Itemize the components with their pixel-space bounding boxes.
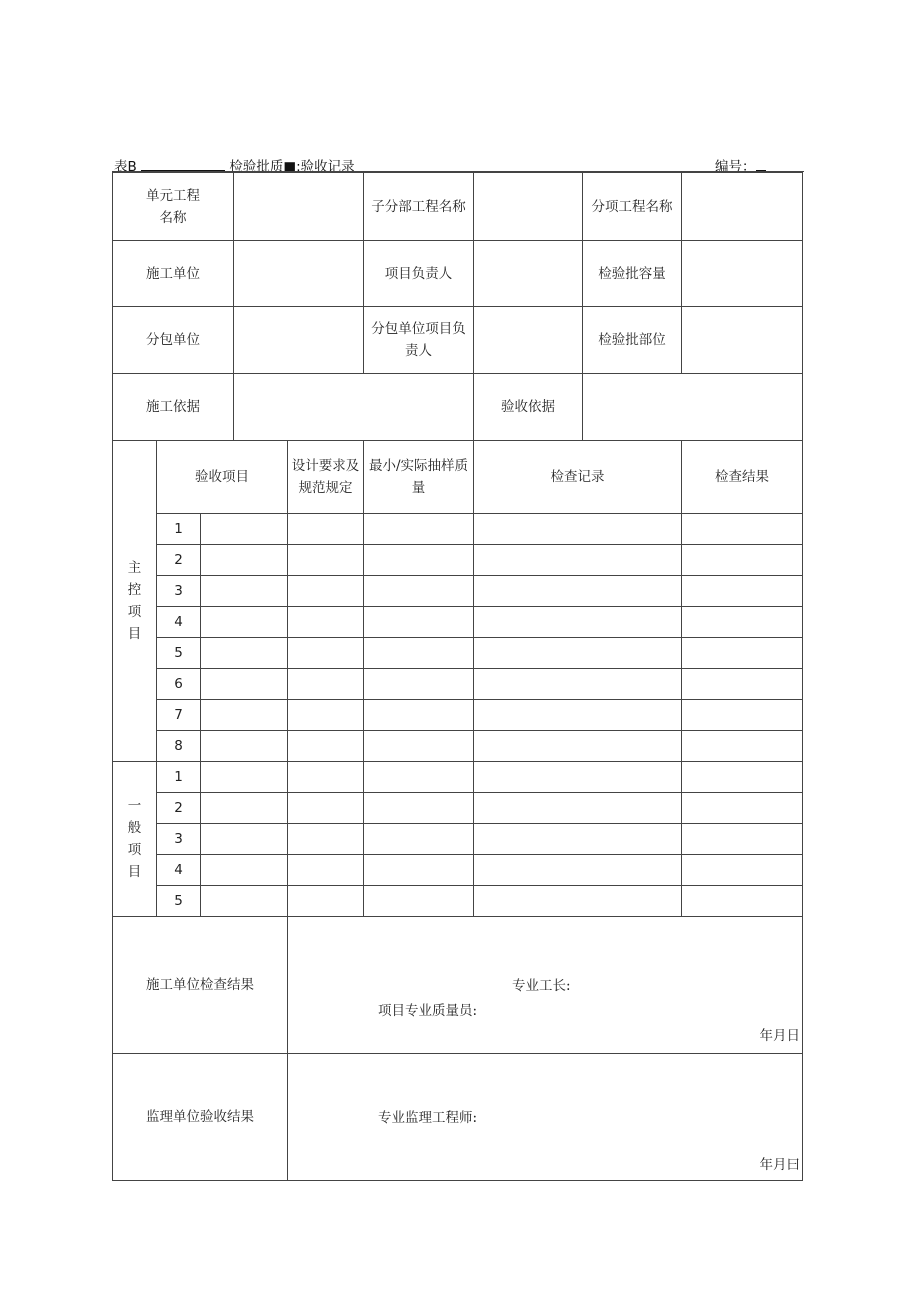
- supervision-date-label: 年月曰: [759, 1157, 800, 1173]
- table-row: [113, 669, 803, 700]
- construction-basis-label: 施工依据: [113, 374, 234, 441]
- item-cell[interactable]: [201, 762, 288, 793]
- item-cell[interactable]: [201, 824, 288, 855]
- table-row: [113, 545, 803, 576]
- design-cell[interactable]: [288, 638, 364, 669]
- project-leader-field[interactable]: [474, 241, 583, 307]
- table-row: [113, 793, 803, 824]
- design-cell[interactable]: [288, 669, 364, 700]
- record-cell[interactable]: [474, 607, 682, 638]
- design-cell[interactable]: [288, 762, 364, 793]
- sub-item-name-field[interactable]: [682, 173, 803, 241]
- info-row-3: [113, 307, 803, 374]
- unit-project-name-field[interactable]: [234, 173, 364, 241]
- result-cell[interactable]: [682, 638, 803, 669]
- design-cell[interactable]: [288, 576, 364, 607]
- item-cell[interactable]: [201, 607, 288, 638]
- table-row: [113, 731, 803, 762]
- result-cell[interactable]: [682, 731, 803, 762]
- sampling-cell[interactable]: [364, 607, 474, 638]
- result-cell[interactable]: [682, 576, 803, 607]
- item-cell[interactable]: [201, 576, 288, 607]
- construction-date-label: 年月日: [759, 1028, 800, 1044]
- acceptance-basis-field[interactable]: [583, 374, 803, 441]
- construction-unit-field[interactable]: [234, 241, 364, 307]
- design-cell[interactable]: [288, 514, 364, 545]
- item-cell[interactable]: [201, 545, 288, 576]
- project-leader-label: 项目负责人: [364, 241, 474, 307]
- table-row: [113, 886, 803, 917]
- sampling-cell[interactable]: [364, 762, 474, 793]
- sampling-cell[interactable]: [364, 638, 474, 669]
- result-cell[interactable]: [682, 855, 803, 886]
- supervising-engineer-label: 专业监理工程师:: [378, 1110, 478, 1126]
- record-cell[interactable]: [474, 669, 682, 700]
- info-row-2: [113, 241, 803, 307]
- item-cell[interactable]: [201, 855, 288, 886]
- row-number: 7: [157, 700, 201, 731]
- subcontract-unit-field[interactable]: [234, 307, 364, 374]
- item-cell[interactable]: [201, 638, 288, 669]
- record-cell[interactable]: [474, 576, 682, 607]
- supervision-check-sign-area[interactable]: [288, 1054, 803, 1181]
- table-row: [113, 607, 803, 638]
- batch-location-label: 检验批部位: [583, 307, 682, 374]
- row-number: 3: [157, 824, 201, 855]
- subcontract-leader-label: 分包单位项目负 责人: [364, 307, 474, 374]
- result-cell[interactable]: [682, 607, 803, 638]
- sampling-cell[interactable]: [364, 576, 474, 607]
- table-row: [113, 700, 803, 731]
- record-cell[interactable]: [474, 824, 682, 855]
- item-cell[interactable]: [201, 700, 288, 731]
- record-cell[interactable]: [474, 700, 682, 731]
- record-cell[interactable]: [474, 793, 682, 824]
- design-cell[interactable]: [288, 886, 364, 917]
- design-cell[interactable]: [288, 824, 364, 855]
- sampling-cell[interactable]: [364, 824, 474, 855]
- row-number: 2: [157, 545, 201, 576]
- table-row: [113, 824, 803, 855]
- batch-capacity-label: 检验批容量: [583, 241, 682, 307]
- row-number: 4: [157, 607, 201, 638]
- record-cell[interactable]: [474, 638, 682, 669]
- result-cell[interactable]: [682, 824, 803, 855]
- design-requirement-header: 设计要求及 规范规定: [288, 441, 364, 514]
- result-cell[interactable]: [682, 793, 803, 824]
- design-cell[interactable]: [288, 731, 364, 762]
- row-number: 8: [157, 731, 201, 762]
- item-cell[interactable]: [201, 514, 288, 545]
- row-number: 5: [157, 886, 201, 917]
- row-number: 6: [157, 669, 201, 700]
- result-cell[interactable]: [682, 545, 803, 576]
- sampling-cell[interactable]: [364, 731, 474, 762]
- sampling-cell[interactable]: [364, 793, 474, 824]
- form-title-text: 检验批质■:验收记录: [229, 159, 355, 175]
- general-items-label: 一 般 项 目: [113, 762, 157, 917]
- sampling-cell[interactable]: [364, 886, 474, 917]
- sampling-cell[interactable]: [364, 700, 474, 731]
- row-number: 2: [157, 793, 201, 824]
- table-row: [113, 514, 803, 545]
- item-cell[interactable]: [201, 731, 288, 762]
- sampling-header: 最小/实际抽样质 量: [364, 441, 474, 514]
- result-cell[interactable]: [682, 669, 803, 700]
- form-type-blank[interactable]: [141, 159, 225, 171]
- record-cell[interactable]: [474, 731, 682, 762]
- sampling-cell[interactable]: [364, 514, 474, 545]
- design-cell[interactable]: [288, 855, 364, 886]
- record-cell[interactable]: [474, 545, 682, 576]
- result-cell[interactable]: [682, 762, 803, 793]
- batch-location-field[interactable]: [682, 307, 803, 374]
- result-cell[interactable]: [682, 700, 803, 731]
- form-number-label: 编号：: [715, 159, 756, 175]
- info-row-4: [113, 374, 803, 441]
- main-control-label: 主 控 项 目: [113, 441, 157, 762]
- record-cell[interactable]: [474, 762, 682, 793]
- result-cell[interactable]: [682, 514, 803, 545]
- inspection-header-row: [113, 441, 803, 514]
- table-row: [113, 638, 803, 669]
- supervision-check-row: [113, 1054, 803, 1181]
- construction-basis-field[interactable]: [234, 374, 474, 441]
- info-row-1: [113, 173, 803, 241]
- item-cell[interactable]: [201, 793, 288, 824]
- sub-division-name-field[interactable]: [474, 173, 583, 241]
- row-number: 5: [157, 638, 201, 669]
- item-cell[interactable]: [201, 669, 288, 700]
- record-cell[interactable]: [474, 514, 682, 545]
- design-cell[interactable]: [288, 700, 364, 731]
- acceptance-record-table: [112, 172, 803, 1181]
- supervision-check-label: 监理单位验收结果: [113, 1054, 288, 1181]
- table-row: [113, 855, 803, 886]
- design-cell[interactable]: [288, 793, 364, 824]
- construction-check-row: [113, 917, 803, 1054]
- sampling-cell[interactable]: [364, 669, 474, 700]
- row-number: 4: [157, 855, 201, 886]
- row-number: 1: [157, 762, 201, 793]
- table-row: [113, 762, 803, 793]
- result-cell[interactable]: [682, 886, 803, 917]
- item-cell[interactable]: [201, 886, 288, 917]
- inspection-item-header: 验收项目: [157, 441, 288, 514]
- form-prefix: 表B: [114, 159, 137, 175]
- form-number-field[interactable]: [756, 159, 766, 171]
- record-cell[interactable]: [474, 855, 682, 886]
- subcontract-leader-field[interactable]: [474, 307, 583, 374]
- construction-check-label: 施工单位检查结果: [113, 917, 288, 1054]
- batch-capacity-field[interactable]: [682, 241, 803, 307]
- design-cell[interactable]: [288, 607, 364, 638]
- table-row: [113, 576, 803, 607]
- record-cell[interactable]: [474, 886, 682, 917]
- design-cell[interactable]: [288, 545, 364, 576]
- sub-item-name-label: 分项工程名称: [583, 173, 682, 241]
- foreman-label: 专业工长:: [512, 978, 571, 994]
- row-number: 3: [157, 576, 201, 607]
- quality-officer-label: 项目专业质量员:: [378, 1003, 478, 1019]
- sub-division-name-label: 子分部工程名称: [364, 173, 474, 241]
- inspection-record-header: 检查记录: [474, 441, 682, 514]
- construction-unit-label: 施工单位: [113, 241, 234, 307]
- sampling-cell[interactable]: [364, 855, 474, 886]
- subcontract-unit-label: 分包单位: [113, 307, 234, 374]
- unit-project-name-label: 单元工程 名称: [113, 173, 234, 241]
- inspection-result-header: 检查结果: [682, 441, 803, 514]
- construction-check-sign-area[interactable]: [288, 917, 803, 1054]
- sampling-cell[interactable]: [364, 545, 474, 576]
- acceptance-basis-label: 验收依据: [474, 374, 583, 441]
- row-number: 1: [157, 514, 201, 545]
